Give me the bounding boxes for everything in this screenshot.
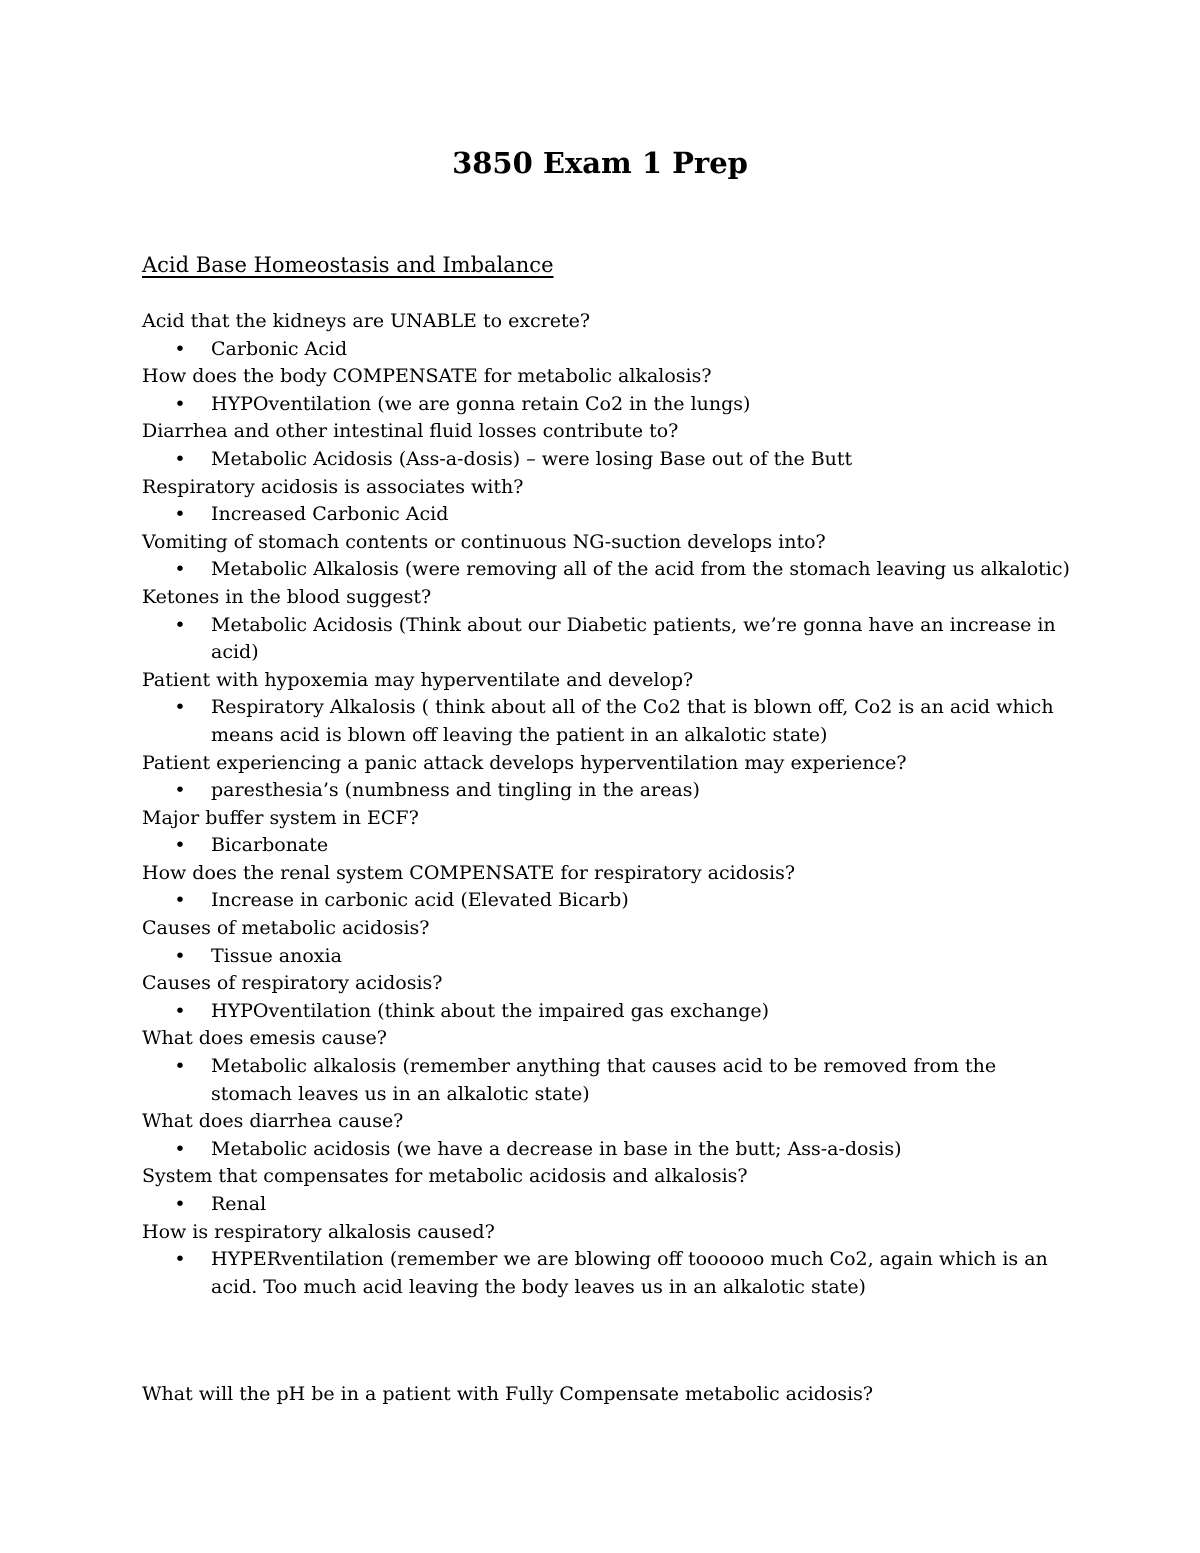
answer-bullet [142, 336, 1072, 364]
question: Causes of respiratory acidosis? [142, 972, 443, 995]
bullet-icon: • [174, 1193, 186, 1215]
answer-bullet [142, 998, 1072, 1026]
answer-bullet [142, 832, 1072, 860]
question: What does diarrhea cause? [142, 1110, 404, 1133]
bullet-icon: • [174, 834, 186, 857]
answer-text: Respiratory Alkalosis ( think about all of the Co2 that is blown off, Co2 is an acid which means acid is blown off leaving the patient in an alkalotic state) [211, 696, 1054, 746]
answer-text: Metabolic alkalosis (remember anything that causes acid to be removed from the stomach leaves us in an alkalotic state) [211, 1055, 997, 1105]
qa-list [142, 308, 1072, 1301]
answer-bullet [142, 943, 1072, 971]
answer-text: Tissue anoxia [211, 944, 342, 967]
answer-text: Metabolic Alkalosis (were removing all of the acid from the stomach leaving us alkalotic) [211, 558, 1070, 581]
answer-text: Metabolic acidosis (we have a decrease in base in the butt; Ass-a-dosis) [211, 1137, 902, 1160]
answer-text: Carbonic Acid [211, 337, 348, 360]
question: Vomiting of stomach contents or continuous NG-suction develops into? [142, 530, 826, 553]
bullet-icon: • [174, 503, 186, 526]
answer-text: Bicarbonate [211, 834, 329, 857]
answer-text: Increased Carbonic Acid [211, 503, 449, 526]
section-heading: Acid Base Homeostasis and Imbalance [142, 253, 554, 277]
question: Causes of metabolic acidosis? [142, 917, 430, 940]
final-question: What will the pH be in a patient with Fully Compensate metabolic acidosis? [142, 1383, 874, 1405]
question: Acid that the kidneys are UNABLE to excrete? [142, 310, 591, 332]
answer-bullet [142, 501, 1072, 529]
question: Diarrhea and other intestinal fluid losses contribute to? [142, 420, 679, 443]
answer-bullet [142, 1053, 1072, 1108]
bullet-icon: • [174, 392, 186, 415]
answer-bullet [142, 694, 1072, 749]
question: What does emesis cause? [142, 1027, 387, 1050]
question: Patient with hypoxemia may hyperventilate and develop? [142, 668, 694, 691]
bullet-icon: • [174, 944, 186, 967]
question: System that compensates for metabolic acidosis and alkalosis? [142, 1165, 748, 1188]
question: How does the renal system COMPENSATE for respiratory acidosis? [142, 861, 796, 884]
bullet-icon: • [174, 999, 186, 1022]
answer-text: Increase in carbonic acid (Elevated Bicarb) [211, 889, 629, 912]
question: How is respiratory alkalosis caused? [142, 1220, 495, 1243]
bullet-icon: • [174, 613, 186, 636]
bullet-icon: • [174, 696, 186, 719]
question: Major buffer system in ECF? [142, 806, 419, 829]
question: How does the body COMPENSATE for metabolic alkalosis? [142, 365, 712, 388]
answer-text: HYPOventilation (think about the impaired gas exchange) [211, 999, 770, 1022]
bullet-icon: • [174, 1137, 186, 1160]
bullet-icon: • [174, 447, 186, 470]
answer-bullet [142, 887, 1072, 915]
bullet-icon: • [174, 779, 186, 802]
answer-bullet [142, 1246, 1072, 1301]
bullet-icon: • [174, 1248, 186, 1271]
question: Patient experiencing a panic attack develops hyperventilation may experience? [142, 751, 907, 774]
bullet-icon: • [174, 337, 186, 360]
answer-text: Metabolic Acidosis (Ass-a-dosis) – were losing Base out of the Butt [211, 447, 853, 470]
answer-bullet [142, 391, 1072, 419]
question: Ketones in the blood suggest? [142, 585, 432, 608]
answer-text: HYPOventilation (we are gonna retain Co2 in the lungs) [211, 392, 751, 415]
answer-bullet [142, 446, 1072, 474]
question: Respiratory acidosis is associates with? [142, 475, 524, 498]
answer-text: Renal [211, 1193, 267, 1215]
bullet-icon: • [174, 558, 186, 581]
answer-text: paresthesia’s (numbness and tingling in the areas) [211, 779, 700, 802]
answer-bullet [142, 1136, 1072, 1164]
bullet-icon: • [174, 1055, 186, 1078]
answer-bullet [142, 777, 1072, 805]
answer-text: HYPERventilation (remember we are blowing off toooooo much Co2, again which is an acid. Too much acid leaving the body leaves us in an alkalotic state) [211, 1248, 1048, 1298]
answer-bullet [142, 612, 1072, 667]
answer-text: Metabolic Acidosis (Think about our Diabetic patients, we’re gonna have an increase in acid) [211, 613, 1056, 664]
answer-bullet [142, 1191, 1072, 1219]
document-title: 3850 Exam 1 Prep [452, 146, 748, 180]
answer-bullet [142, 556, 1072, 584]
bullet-icon: • [174, 889, 186, 912]
